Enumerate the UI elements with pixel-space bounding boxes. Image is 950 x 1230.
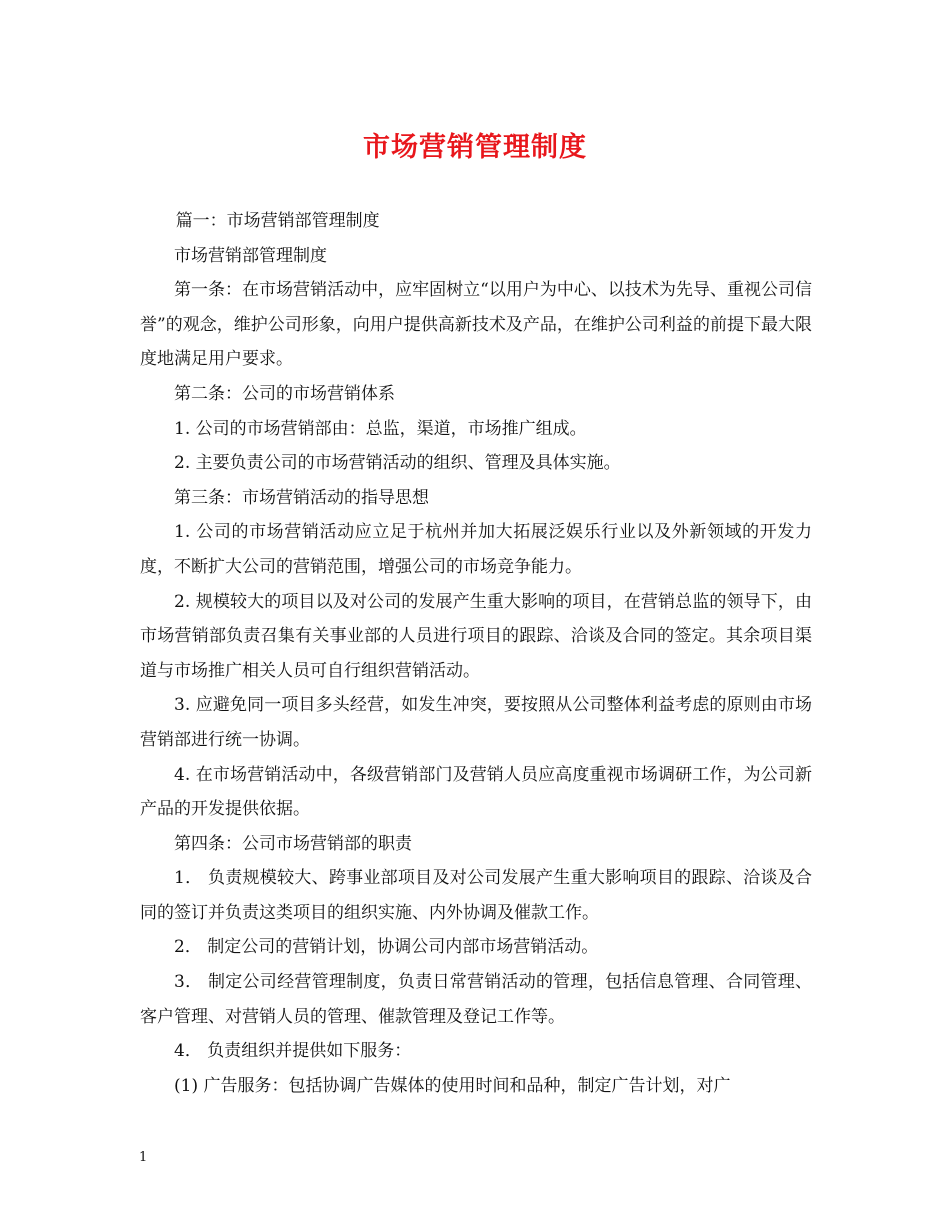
paragraph-article-3-item-3: 3. 应避免同一项目多头经营，如发生冲突，要按照从公司整体利益考虑的原则由市场营销部进行统一协调。	[140, 695, 812, 750]
paragraph-article-2-item-2: 2. 主要负责公司的市场营销活动的组织、管理及具体实施。	[174, 453, 621, 474]
page-number: 1	[139, 1150, 148, 1165]
paragraph-article-4-item-3: 3． 制定公司经营管理制度，负责日常营销活动的管理，包括信息管理、合同管理、客户管理、对营销人员的管理、催款管理及登记工作等。	[140, 972, 812, 1027]
paragraph-article-1: 第一条：在市场营销活动中，应牢固树立“以用户为中心、以技术为先导、重视公司信誉”的观念，维护公司形象，向用户提供高新技术及产品，在维护公司利益的前提下最大限度地满足用户要求。	[140, 280, 812, 370]
paragraph-article-4-item-1: 1． 负责规模较大、跨事业部项目及对公司发展产生重大影响项目的跟踪、洽谈及合同的签订并负责这类项目的组织实施、内外协调及催款工作。	[140, 868, 812, 923]
paragraph-article-2-heading: 第二条：公司的市场营销体系	[174, 383, 395, 404]
paragraph-article-4-heading: 第四条：公司市场营销部的职责	[174, 833, 412, 854]
paragraph-article-3-item-4: 4. 在市场营销活动中，各级营销部门及营销人员应高度重视市场调研工作，为公司新产品的开发提供依据。	[140, 764, 812, 820]
document-body	[140, 204, 812, 1103]
paragraph-article-3-item-2: 2. 规模较大的项目以及对公司的发展产生重大影响的项目，在营销总监的领导下，由市场营销部负责召集有关事业部的人员进行项目的跟踪、洽谈及合同的签定。其余项目渠道与市场推广相关人员可自行组织营销活动。	[140, 591, 812, 681]
paragraph-article-2-item-1: 1. 公司的市场营销部由：总监，渠道，市场推广组成。	[174, 418, 587, 439]
paragraph-article-3-item-1: 1. 公司的市场营销活动应立足于杭州并加大拓展泛娱乐行业以及外新领域的开发力度，不断扩大公司的营销范围，增强公司的市场竞争能力。	[140, 522, 812, 577]
paragraph-part-heading: 篇一：市场营销部管理制度	[175, 211, 380, 231]
paragraph-article-4-item-4: 4． 负责组织并提供如下服务：	[174, 1041, 412, 1062]
paragraph-article-4-item-2: 2． 制定公司的营销计划，协调公司内部市场营销活动。	[174, 937, 599, 958]
document-title: 市场营销管理制度	[363, 132, 587, 163]
paragraph-service-1: (1) 广告服务：包括协调广告媒体的使用时间和品种，制定广告计划，对广	[174, 1075, 731, 1096]
paragraph-article-3-heading: 第三条：市场营销活动的指导思想	[174, 487, 429, 508]
paragraph-section-title: 市场营销部管理制度	[174, 245, 327, 266]
